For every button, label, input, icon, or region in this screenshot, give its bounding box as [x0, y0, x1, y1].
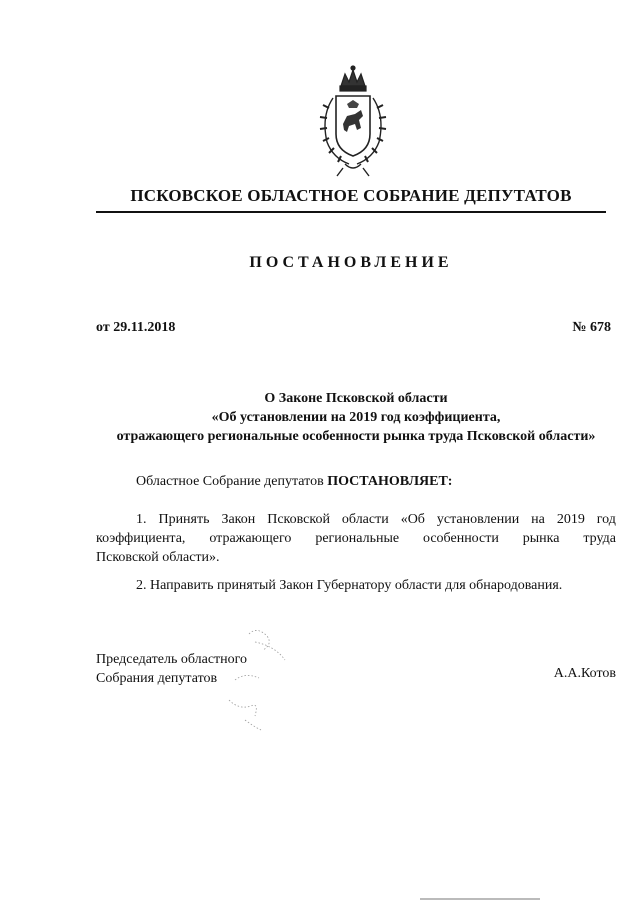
document-title: [96, 389, 616, 446]
scan-artifact-line: [420, 898, 540, 900]
item1-word: Закон: [221, 512, 256, 527]
preamble: [136, 474, 452, 490]
signatory-position: [96, 650, 247, 688]
document-type-heading: ПОСТАНОВЛЕНИЕ: [249, 254, 453, 271]
preamble-text: Областное Собрание депутатов: [136, 474, 328, 489]
document-date: от 29.11.2018: [96, 320, 176, 335]
document-number: № 678: [572, 320, 611, 335]
item1-word: год: [596, 512, 616, 527]
item1-word: на: [531, 512, 545, 527]
item1-word: «Об: [400, 512, 425, 527]
item1-line-3: Псковской области».: [96, 550, 220, 565]
signatory-position-line-2: Собрания депутатов: [96, 671, 218, 686]
resolution-item-2: 2. Направить принятый Закон Губернатору области для обнародования.: [136, 578, 563, 593]
header-divider: [96, 211, 606, 213]
item1-word: региональные: [315, 531, 400, 546]
item1-word: коэффициента,: [96, 531, 186, 546]
item1-word: Принять: [158, 512, 210, 527]
title-line-2: «Об установлении на 2019 год коэффициента,: [211, 410, 501, 425]
item1-word: Псковской: [267, 512, 330, 527]
item1-word: особенности: [422, 531, 499, 546]
item1-line-2: [96, 529, 616, 548]
coat-of-arms-icon: [303, 64, 403, 184]
signatory-name: А.А.Котов: [553, 666, 616, 681]
item1-word: области: [341, 512, 389, 527]
item1-word: 1.: [136, 512, 147, 527]
organization-name: ПСКОВСКОЕ ОБЛАСТНОЕ СОБРАНИЕ ДЕПУТАТОВ: [130, 186, 572, 205]
preamble-decision-word: ПОСТАНОВЛЯЕТ:: [327, 474, 453, 489]
item1-word: труда: [583, 531, 616, 546]
item1-line-1: [96, 510, 616, 529]
item1-word: установлении: [436, 512, 520, 527]
item1-word: 2019: [556, 512, 585, 527]
title-line-1: О Законе Псковской области: [264, 391, 448, 406]
item1-word: рынка: [522, 531, 560, 546]
title-line-3: отражающего региональные особенности рынка труда Псковской области»: [116, 429, 596, 444]
signatory-position-line-1: Председатель областного: [96, 652, 248, 667]
resolution-item-1: [96, 510, 616, 567]
item1-word: отражающего: [209, 531, 292, 546]
